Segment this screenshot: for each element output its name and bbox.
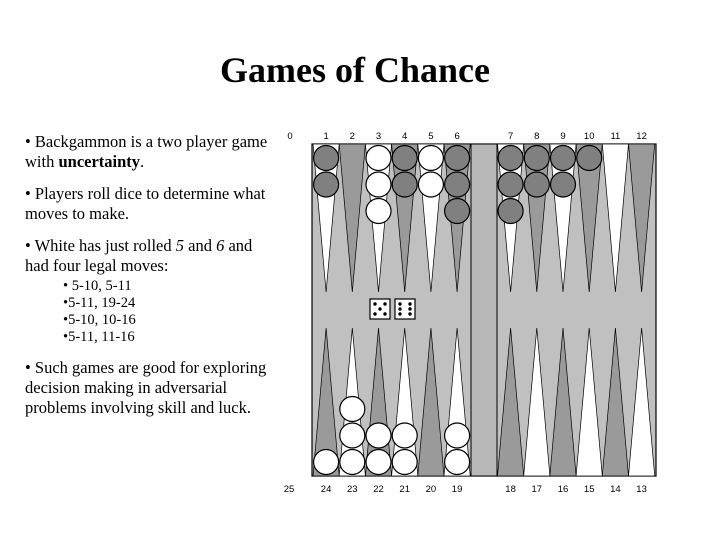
bullet-chance-games: • Such games are good for exploring decision making in adversarial problems involving skill and luck. <box>25 358 267 417</box>
dark-checker <box>577 146 602 171</box>
point-number-label: 1 <box>323 131 329 142</box>
point-number-label: 25 <box>283 484 295 495</box>
white-checker <box>445 450 470 475</box>
point-number-label: 14 <box>610 484 621 495</box>
white-checker <box>392 450 417 475</box>
die-pip <box>408 312 411 315</box>
white-checker <box>366 423 391 448</box>
dark-checker <box>498 199 523 224</box>
bullet-text: and <box>184 236 217 255</box>
white-checker <box>366 146 391 171</box>
board-bar <box>471 144 497 476</box>
die-pip <box>373 302 376 305</box>
dark-checker <box>445 172 470 197</box>
point-number-label: 0 <box>287 131 293 142</box>
point-number-label: 10 <box>583 131 595 142</box>
die-pip <box>383 312 386 315</box>
bullet-dice: • Players roll dice to determine what moves to make. <box>25 184 266 223</box>
legal-move: •5-10, 10-16 <box>63 312 136 328</box>
white-checker <box>340 450 365 475</box>
white-checker <box>418 146 443 171</box>
point-number-label: 11 <box>610 131 621 142</box>
dark-checker <box>392 172 417 197</box>
slide-title: Games of Chance <box>220 50 490 90</box>
point-number-label: 20 <box>425 484 437 495</box>
point-number-label: 13 <box>636 484 647 495</box>
bullet-text: • Backgammon is a two player game with <box>25 132 268 171</box>
point-number-label: 15 <box>583 484 595 495</box>
dark-checker <box>524 146 549 171</box>
die-value-1: 5 <box>175 236 184 255</box>
white-checker <box>340 397 365 422</box>
white-checker <box>366 172 391 197</box>
point-number-label: 17 <box>531 484 543 495</box>
white-checker <box>392 423 417 448</box>
point-number-label: 6 <box>454 131 460 142</box>
dark-checker <box>314 172 339 197</box>
legal-move: • 5-10, 5-11 <box>63 278 132 294</box>
die-pip <box>373 312 376 315</box>
bullet-text: and had four legal moves: <box>25 236 253 275</box>
point-number-label: 24 <box>320 484 332 495</box>
point-number-label: 18 <box>505 484 516 495</box>
die-pip <box>383 302 386 305</box>
dark-checker <box>498 172 523 197</box>
white-checker <box>445 423 470 448</box>
point-number-label: 19 <box>451 484 463 495</box>
dark-checker <box>445 199 470 224</box>
die-pip <box>408 302 411 305</box>
dark-checker <box>551 146 576 171</box>
point-number-label: 7 <box>507 131 514 142</box>
point-number-label: 23 <box>347 484 358 495</box>
emphasis-uncertainty: uncertainty <box>58 152 141 171</box>
white-checker <box>366 450 391 475</box>
dark-checker <box>392 146 417 171</box>
dark-checker <box>445 146 470 171</box>
legal-move: •5-11, 11-16 <box>63 329 135 345</box>
die-pip <box>398 307 401 310</box>
point-number-label: 21 <box>399 484 410 495</box>
white-checker <box>314 450 339 475</box>
legal-move: •5-11, 19-24 <box>63 295 136 311</box>
die-face <box>395 299 415 319</box>
white-checker <box>340 423 365 448</box>
die-pip <box>398 302 401 305</box>
point-number-label: 12 <box>636 131 647 142</box>
point-number-label: 22 <box>373 484 384 495</box>
die-pip <box>408 307 411 310</box>
white-checker <box>366 199 391 224</box>
bullet-text: . <box>140 152 145 171</box>
dark-checker <box>551 172 576 197</box>
bullet-text: • White has just rolled <box>25 236 176 255</box>
point-number-label: 8 <box>534 131 540 142</box>
point-number-label: 16 <box>557 484 569 495</box>
die-pip <box>378 307 381 310</box>
point-number-label: 5 <box>428 131 434 142</box>
dark-checker <box>314 146 339 171</box>
point-number-label: 3 <box>375 131 382 142</box>
point-number-label: 2 <box>349 131 355 142</box>
white-checker <box>418 172 443 197</box>
die-pip <box>398 312 401 315</box>
point-number-label: 4 <box>402 131 408 142</box>
dark-checker <box>524 172 549 197</box>
die-value-2: 6 <box>216 236 225 255</box>
dark-checker <box>498 146 523 171</box>
point-number-label: 9 <box>560 131 566 142</box>
